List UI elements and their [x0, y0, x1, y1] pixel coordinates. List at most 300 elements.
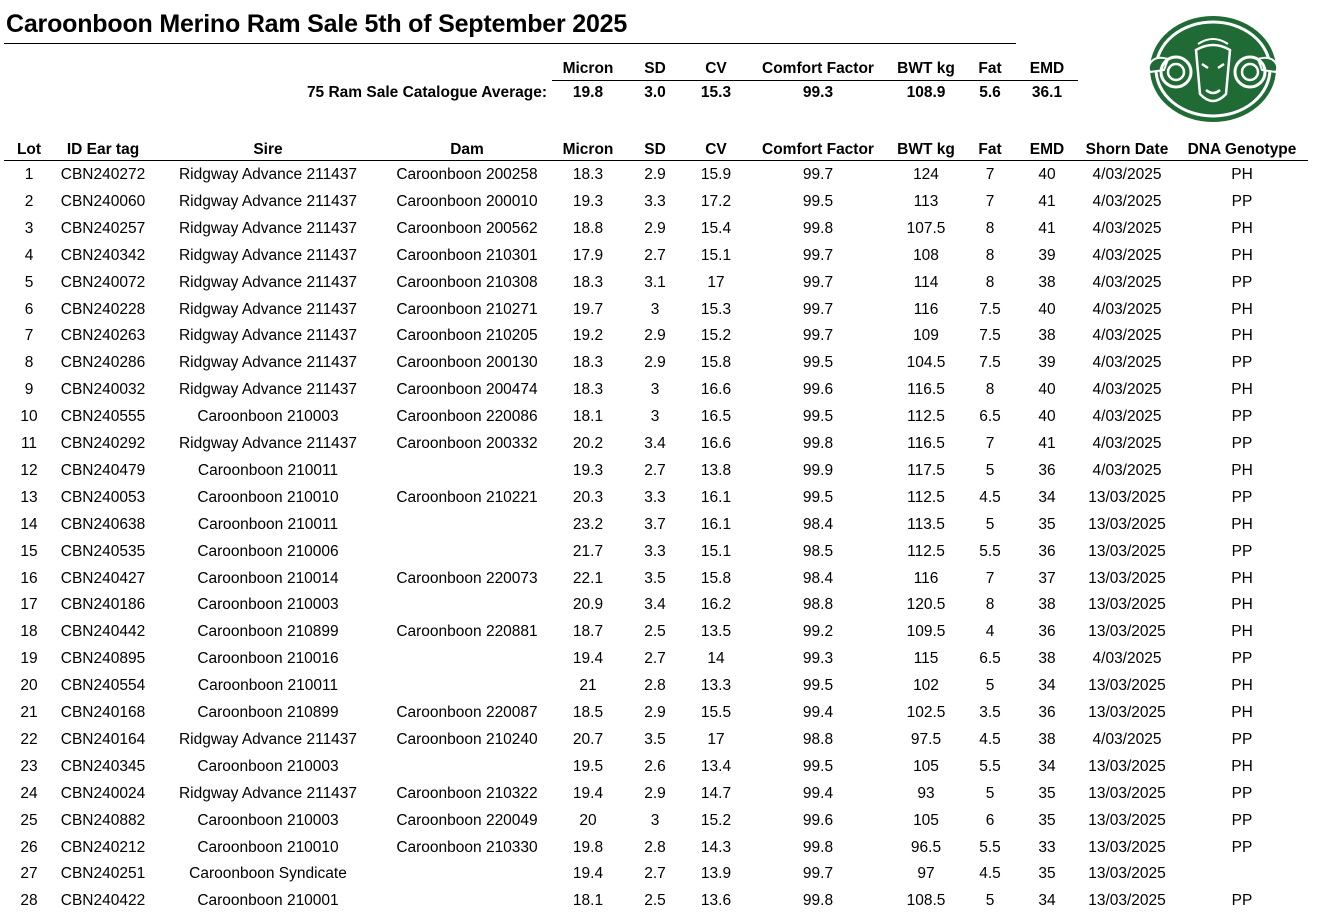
table-cell-sd: 3.7 [644, 516, 666, 533]
table-cell-bwt: 108 [913, 247, 939, 264]
table-cell-bwt: 112.5 [907, 543, 945, 560]
table-cell-lot: 10 [20, 408, 38, 425]
table-cell-fat: 8 [985, 274, 995, 291]
table-cell-ear-tag: CBN240228 [60, 301, 146, 318]
table-cell-bwt: 96.5 [910, 839, 942, 856]
table-cell-sire: Ridgway Advance 211437 [178, 220, 358, 237]
table-cell-bwt: 113.5 [907, 516, 945, 533]
table-cell-sire: Ridgway Advance 211437 [178, 193, 358, 210]
table-cell-sd: 2.9 [644, 220, 666, 237]
table-cell-lot: 24 [20, 785, 38, 802]
table-cell-bwt: 104.5 [906, 354, 946, 371]
table-cell-dam: Caroonboon 220073 [396, 570, 538, 587]
table-cell-sd: 3.3 [644, 193, 666, 210]
table-cell-micron: 18.3 [572, 381, 604, 398]
table-cell-shorn-date: 4/03/2025 [1092, 301, 1162, 318]
table-cell-micron: 19.3 [572, 462, 604, 479]
table-cell-comfort-factor: 99.8 [802, 435, 834, 452]
table-cell-fat: 5 [985, 462, 995, 479]
table-cell-micron: 22.1 [572, 570, 604, 587]
table-cell-lot: 20 [20, 677, 38, 694]
average-value-cv: 15.3 [700, 84, 732, 101]
table-cell-ear-tag: CBN240257 [60, 220, 146, 237]
table-cell-lot: 4 [24, 247, 34, 264]
table-cell-sire: Caroonboon Syndicate [189, 865, 347, 882]
table-cell-bwt: 105 [913, 812, 939, 829]
table-cell-comfort-factor: 99.3 [802, 650, 834, 667]
table-cell-cv: 16.6 [700, 435, 732, 452]
column-header-micron: Micron [562, 141, 614, 158]
table-cell-cv: 14 [707, 650, 725, 667]
column-header-shorn-date: Shorn Date [1085, 141, 1169, 158]
table-cell-dna-genotype: PP [1231, 408, 1253, 425]
table-cell-dam: Caroonboon 210330 [396, 839, 538, 856]
table-cell-fat: 5.5 [979, 543, 1001, 560]
table-cell-micron: 19.2 [572, 327, 604, 344]
table-cell-sd: 2.9 [644, 327, 666, 344]
table-cell-bwt: 112.5 [907, 489, 945, 506]
table-cell-sire: Ridgway Advance 211437 [178, 381, 358, 398]
table-cell-fat: 3.5 [979, 704, 1001, 721]
table-cell-lot: 2 [24, 193, 34, 210]
table-cell-shorn-date: 4/03/2025 [1092, 354, 1162, 371]
table-cell-micron: 19.3 [572, 193, 604, 210]
table-cell-bwt: 117.5 [907, 462, 945, 479]
table-cell-ear-tag: CBN240422 [60, 892, 146, 909]
table-cell-comfort-factor: 99.4 [802, 704, 834, 721]
table-cell-cv: 15.8 [700, 354, 732, 371]
table-cell-bwt: 108.5 [906, 892, 946, 909]
average-value-comfort-factor: 99.3 [802, 84, 834, 101]
table-cell-emd: 38 [1038, 274, 1056, 291]
table-cell-cv: 15.9 [700, 166, 732, 183]
table-cell-ear-tag: CBN240168 [60, 704, 146, 721]
table-cell-sd: 3.1 [644, 274, 666, 291]
table-cell-emd: 34 [1038, 758, 1056, 775]
table-cell-dam: Caroonboon 210205 [396, 327, 538, 344]
table-cell-dna-genotype: PP [1231, 731, 1253, 748]
average-header-sd: SD [644, 60, 666, 77]
table-cell-ear-tag: CBN240554 [60, 677, 146, 694]
table-cell-bwt: 113 [913, 193, 939, 210]
table-cell-emd: 41 [1038, 193, 1056, 210]
table-cell-ear-tag: CBN240442 [60, 623, 146, 640]
table-cell-comfort-factor: 99.5 [802, 677, 834, 694]
title-underline [4, 43, 1016, 44]
table-cell-dam: Caroonboon 200258 [396, 166, 538, 183]
table-cell-dam: Caroonboon 220087 [396, 704, 538, 721]
table-cell-fat: 7 [985, 570, 995, 587]
table-cell-sire: Caroonboon 210011 [197, 462, 339, 479]
table-cell-dam: Caroonboon 200562 [396, 220, 538, 237]
table-cell-micron: 19.4 [572, 865, 604, 882]
table-cell-ear-tag: CBN240292 [60, 435, 146, 452]
table-cell-fat: 4.5 [979, 865, 1001, 882]
table-cell-dna-genotype: PH [1231, 462, 1253, 479]
table-cell-sire: Caroonboon 210014 [197, 570, 339, 587]
table-cell-ear-tag: CBN240638 [60, 516, 146, 533]
table-cell-micron: 18.1 [572, 892, 604, 909]
table-cell-lot: 23 [20, 758, 38, 775]
table-cell-micron: 19.5 [572, 758, 604, 775]
table-cell-shorn-date: 13/03/2025 [1088, 623, 1166, 640]
table-cell-comfort-factor: 99.5 [802, 354, 834, 371]
table-cell-sire: Caroonboon 210006 [197, 543, 339, 560]
table-cell-cv: 13.8 [700, 462, 732, 479]
table-cell-ear-tag: CBN240555 [60, 408, 146, 425]
table-cell-dna-genotype: PP [1231, 489, 1253, 506]
table-cell-dna-genotype: PP [1231, 274, 1253, 291]
table-cell-dam: Caroonboon 210301 [396, 247, 538, 264]
table-cell-cv: 17.2 [700, 193, 732, 210]
table-cell-lot: 22 [20, 731, 38, 748]
table-cell-dam: Caroonboon 210221 [396, 489, 538, 506]
table-cell-sire: Ridgway Advance 211437 [178, 354, 358, 371]
table-cell-emd: 33 [1038, 839, 1056, 856]
table-cell-sd: 3 [650, 301, 660, 318]
table-cell-fat: 4.5 [979, 731, 1001, 748]
table-cell-shorn-date: 13/03/2025 [1088, 785, 1166, 802]
table-cell-lot: 7 [24, 327, 34, 344]
table-cell-sd: 3 [650, 812, 660, 829]
table-cell-ear-tag: CBN240479 [60, 462, 146, 479]
table-cell-sire: Ridgway Advance 211437 [178, 785, 358, 802]
table-cell-dam: Caroonboon 210322 [396, 785, 538, 802]
table-cell-micron: 17.9 [572, 247, 604, 264]
table-cell-cv: 15.5 [700, 704, 732, 721]
table-cell-bwt: 105 [913, 758, 939, 775]
table-cell-lot: 9 [24, 381, 34, 398]
table-cell-lot: 1 [24, 166, 34, 183]
table-cell-comfort-factor: 99.2 [802, 623, 834, 640]
table-cell-emd: 39 [1038, 354, 1056, 371]
table-cell-cv: 15.8 [700, 570, 732, 587]
average-header-fat: Fat [978, 60, 1002, 77]
table-cell-fat: 6.5 [979, 650, 1001, 667]
table-cell-sd: 3.4 [644, 435, 666, 452]
table-cell-bwt: 116.5 [907, 381, 945, 398]
table-cell-ear-tag: CBN240164 [60, 731, 146, 748]
table-cell-cv: 16.6 [700, 381, 732, 398]
table-cell-dam: Caroonboon 200474 [396, 381, 538, 398]
table-cell-bwt: 97.5 [910, 731, 942, 748]
table-cell-emd: 40 [1038, 381, 1056, 398]
table-cell-cv: 15.1 [700, 543, 732, 560]
table-cell-shorn-date: 4/03/2025 [1092, 220, 1162, 237]
table-cell-bwt: 116.5 [907, 435, 945, 452]
table-cell-cv: 15.1 [700, 247, 732, 264]
table-cell-sire: Caroonboon 210899 [197, 704, 339, 721]
table-cell-sd: 2.7 [644, 650, 666, 667]
table-cell-sd: 2.7 [644, 247, 666, 264]
table-cell-dam: Caroonboon 220049 [396, 812, 538, 829]
table-cell-sire: Caroonboon 210003 [197, 758, 339, 775]
table-cell-fat: 8 [985, 381, 995, 398]
table-cell-sire: Ridgway Advance 211437 [178, 435, 358, 452]
table-cell-sire: Ridgway Advance 211437 [178, 301, 358, 318]
table-cell-fat: 8 [985, 596, 995, 613]
table-cell-micron: 18.5 [572, 704, 604, 721]
table-cell-dna-genotype: PH [1231, 758, 1253, 775]
column-header-bwt: BWT kg [897, 141, 955, 158]
table-cell-lot: 11 [20, 435, 38, 452]
table-cell-micron: 21.7 [572, 543, 604, 560]
table-cell-comfort-factor: 99.7 [802, 865, 834, 882]
table-cell-shorn-date: 4/03/2025 [1092, 650, 1162, 667]
table-cell-micron: 21 [579, 677, 597, 694]
table-cell-dna-genotype: PH [1231, 596, 1253, 613]
table-cell-dna-genotype: PP [1231, 785, 1253, 802]
table-cell-comfort-factor: 98.4 [802, 570, 834, 587]
table-cell-cv: 13.9 [700, 865, 732, 882]
table-cell-cv: 16.2 [700, 596, 732, 613]
table-cell-dam: Caroonboon 200010 [396, 193, 538, 210]
column-header-ear-tag: ID Ear tag [66, 141, 140, 158]
table-cell-lot: 27 [20, 865, 38, 882]
table-cell-shorn-date: 13/03/2025 [1088, 596, 1166, 613]
table-cell-lot: 21 [20, 704, 38, 721]
table-cell-cv: 17 [707, 274, 725, 291]
table-cell-sire: Caroonboon 210003 [197, 812, 339, 829]
table-cell-sd: 2.9 [644, 785, 666, 802]
table-cell-dna-genotype: PP [1231, 435, 1253, 452]
table-cell-sd: 2.9 [644, 704, 666, 721]
table-cell-comfort-factor: 99.5 [802, 408, 834, 425]
table-cell-emd: 35 [1038, 516, 1056, 533]
table-cell-shorn-date: 13/03/2025 [1088, 892, 1166, 909]
table-cell-micron: 18.3 [572, 354, 604, 371]
table-cell-comfort-factor: 99.5 [802, 489, 834, 506]
table-cell-shorn-date: 4/03/2025 [1092, 327, 1162, 344]
table-cell-comfort-factor: 99.7 [802, 247, 834, 264]
table-cell-fat: 5 [985, 677, 995, 694]
table-cell-ear-tag: CBN240427 [60, 570, 146, 587]
average-value-sd: 3.0 [644, 84, 666, 101]
table-cell-emd: 38 [1038, 596, 1056, 613]
table-cell-sd: 2.8 [644, 677, 666, 694]
average-header-emd: EMD [1029, 60, 1065, 77]
table-cell-sire: Ridgway Advance 211437 [178, 247, 358, 264]
table-cell-emd: 36 [1038, 462, 1056, 479]
table-cell-lot: 16 [20, 570, 38, 587]
table-cell-dna-genotype: PP [1231, 650, 1253, 667]
table-cell-emd: 40 [1038, 301, 1056, 318]
table-cell-shorn-date: 13/03/2025 [1088, 570, 1166, 587]
table-cell-dna-genotype: PP [1231, 839, 1253, 856]
table-cell-sire: Caroonboon 210016 [197, 650, 339, 667]
table-cell-fat: 7 [985, 435, 995, 452]
column-header-sire: Sire [253, 141, 283, 158]
table-cell-ear-tag: CBN240272 [60, 166, 146, 183]
table-cell-sire: Caroonboon 210003 [197, 596, 339, 613]
table-cell-comfort-factor: 99.5 [802, 758, 834, 775]
table-cell-micron: 23.2 [572, 516, 604, 533]
table-cell-dna-genotype: PP [1231, 892, 1253, 909]
table-cell-ear-tag: CBN240060 [60, 193, 146, 210]
table-cell-sd: 2.9 [644, 166, 666, 183]
table-cell-micron: 18.3 [572, 274, 604, 291]
table-cell-bwt: 109 [913, 327, 939, 344]
table-cell-sire: Ridgway Advance 211437 [178, 327, 358, 344]
average-header-comfort-factor: Comfort Factor [762, 60, 874, 77]
table-cell-sd: 3.4 [644, 596, 666, 613]
average-value-bwt: 108.9 [906, 84, 946, 101]
table-cell-bwt: 107.5 [906, 220, 946, 237]
table-cell-cv: 14.7 [700, 785, 732, 802]
table-cell-sd: 2.9 [644, 354, 666, 371]
table-cell-fat: 5 [985, 516, 995, 533]
table-cell-emd: 34 [1038, 892, 1056, 909]
table-cell-micron: 19.8 [572, 839, 604, 856]
table-cell-shorn-date: 13/03/2025 [1088, 543, 1166, 560]
table-cell-emd: 38 [1038, 650, 1056, 667]
table-cell-micron: 18.3 [572, 166, 604, 183]
table-cell-dna-genotype: PH [1231, 327, 1253, 344]
table-cell-fat: 8 [985, 220, 995, 237]
table-cell-dna-genotype: PH [1231, 677, 1253, 694]
table-cell-sd: 2.6 [644, 758, 666, 775]
table-cell-shorn-date: 13/03/2025 [1088, 865, 1166, 882]
table-cell-shorn-date: 4/03/2025 [1092, 193, 1162, 210]
table-cell-cv: 16.1 [700, 516, 732, 533]
table-cell-shorn-date: 13/03/2025 [1088, 489, 1166, 506]
table-cell-sire: Caroonboon 210011 [197, 677, 339, 694]
table-cell-micron: 19.4 [572, 650, 604, 667]
average-header-micron: Micron [562, 60, 614, 77]
table-cell-emd: 35 [1038, 865, 1056, 882]
column-header-dam: Dam [450, 141, 484, 158]
table-cell-emd: 35 [1038, 785, 1056, 802]
table-cell-comfort-factor: 99.7 [802, 327, 834, 344]
table-cell-emd: 38 [1038, 731, 1056, 748]
table-cell-lot: 5 [24, 274, 34, 291]
table-cell-dna-genotype: PH [1231, 247, 1253, 264]
table-cell-lot: 26 [20, 839, 38, 856]
table-cell-cv: 14.3 [700, 839, 732, 856]
table-cell-cv: 16.1 [700, 489, 732, 506]
table-cell-fat: 7.5 [979, 301, 1001, 318]
table-cell-dna-genotype: PH [1231, 570, 1253, 587]
table-cell-emd: 35 [1038, 812, 1056, 829]
table-cell-ear-tag: CBN240032 [60, 381, 146, 398]
table-cell-sire: Caroonboon 210010 [197, 489, 339, 506]
table-cell-sire: Caroonboon 210003 [197, 408, 339, 425]
table-cell-ear-tag: CBN240251 [60, 865, 146, 882]
table-cell-lot: 17 [20, 596, 38, 613]
column-header-emd: EMD [1029, 141, 1065, 158]
table-cell-sire: Caroonboon 210001 [197, 892, 339, 909]
table-cell-comfort-factor: 99.8 [802, 220, 834, 237]
table-cell-dna-genotype: PH [1231, 381, 1253, 398]
table-cell-emd: 40 [1038, 166, 1056, 183]
table-cell-bwt: 97 [917, 865, 935, 882]
table-cell-cv: 13.3 [700, 677, 732, 694]
table-cell-dna-genotype: PH [1231, 301, 1253, 318]
table-cell-lot: 19 [20, 650, 38, 667]
table-cell-fat: 7.5 [979, 354, 1001, 371]
table-cell-bwt: 109.5 [906, 623, 946, 640]
table-cell-lot: 12 [20, 462, 38, 479]
table-cell-sire: Caroonboon 210010 [197, 839, 339, 856]
table-cell-comfort-factor: 99.4 [802, 785, 834, 802]
table-cell-emd: 41 [1038, 435, 1056, 452]
table-cell-ear-tag: CBN240263 [60, 327, 146, 344]
table-cell-dam: Caroonboon 210240 [396, 731, 538, 748]
table-cell-fat: 5.5 [979, 839, 1001, 856]
table-cell-cv: 17 [707, 731, 725, 748]
table-cell-comfort-factor: 99.7 [802, 274, 834, 291]
table-cell-ear-tag: CBN240345 [60, 758, 146, 775]
table-cell-bwt: 124 [913, 166, 939, 183]
table-cell-comfort-factor: 99.8 [802, 892, 834, 909]
table-cell-shorn-date: 13/03/2025 [1088, 677, 1166, 694]
table-header-rule [4, 160, 1308, 161]
table-cell-emd: 39 [1038, 247, 1056, 264]
table-cell-lot: 25 [20, 812, 38, 829]
table-cell-shorn-date: 13/03/2025 [1088, 812, 1166, 829]
table-cell-dam: Caroonboon 200130 [396, 354, 538, 371]
table-cell-sd: 2.7 [644, 865, 666, 882]
table-cell-lot: 6 [24, 301, 34, 318]
table-cell-fat: 7.5 [979, 327, 1001, 344]
table-cell-lot: 15 [20, 543, 38, 560]
table-cell-dna-genotype: PH [1231, 704, 1253, 721]
table-cell-emd: 41 [1038, 220, 1056, 237]
table-cell-comfort-factor: 99.7 [802, 166, 834, 183]
table-cell-ear-tag: CBN240212 [60, 839, 146, 856]
table-cell-comfort-factor: 99.7 [802, 301, 834, 318]
table-cell-fat: 7 [985, 166, 995, 183]
table-cell-emd: 38 [1038, 327, 1056, 344]
table-cell-micron: 20.2 [572, 435, 604, 452]
table-cell-ear-tag: CBN240882 [60, 812, 146, 829]
table-cell-micron: 19.7 [572, 301, 604, 318]
table-cell-sd: 3.5 [644, 570, 666, 587]
column-header-dna-genotype: DNA Genotype [1187, 141, 1297, 158]
table-cell-dna-genotype: PP [1231, 543, 1253, 560]
table-cell-sire: Ridgway Advance 211437 [178, 274, 358, 291]
table-cell-emd: 36 [1038, 543, 1056, 560]
table-cell-dna-genotype: PP [1231, 812, 1253, 829]
table-cell-fat: 7 [985, 193, 995, 210]
table-cell-shorn-date: 4/03/2025 [1092, 435, 1162, 452]
table-cell-shorn-date: 4/03/2025 [1092, 247, 1162, 264]
table-cell-sd: 3 [650, 381, 660, 398]
column-header-fat: Fat [978, 141, 1002, 158]
table-cell-lot: 8 [24, 354, 34, 371]
table-cell-cv: 15.4 [700, 220, 732, 237]
table-cell-sd: 2.5 [644, 623, 666, 640]
table-cell-sire: Ridgway Advance 211437 [178, 166, 358, 183]
table-cell-lot: 28 [20, 892, 38, 909]
table-cell-dam: Caroonboon 220881 [396, 623, 538, 640]
table-cell-comfort-factor: 99.8 [802, 839, 834, 856]
table-cell-dna-genotype: PH [1231, 220, 1253, 237]
table-cell-emd: 34 [1038, 489, 1056, 506]
table-cell-micron: 20.9 [572, 596, 604, 613]
table-cell-comfort-factor: 99.5 [802, 193, 834, 210]
table-cell-fat: 6.5 [979, 408, 1001, 425]
table-cell-fat: 8 [985, 247, 995, 264]
table-cell-sd: 3 [650, 408, 660, 425]
table-cell-shorn-date: 13/03/2025 [1088, 516, 1166, 533]
table-cell-lot: 18 [20, 623, 38, 640]
table-cell-ear-tag: CBN240535 [60, 543, 146, 560]
average-value-emd: 36.1 [1031, 84, 1063, 101]
table-cell-cv: 13.5 [700, 623, 732, 640]
table-cell-bwt: 93 [917, 785, 935, 802]
table-cell-micron: 18.1 [572, 408, 604, 425]
